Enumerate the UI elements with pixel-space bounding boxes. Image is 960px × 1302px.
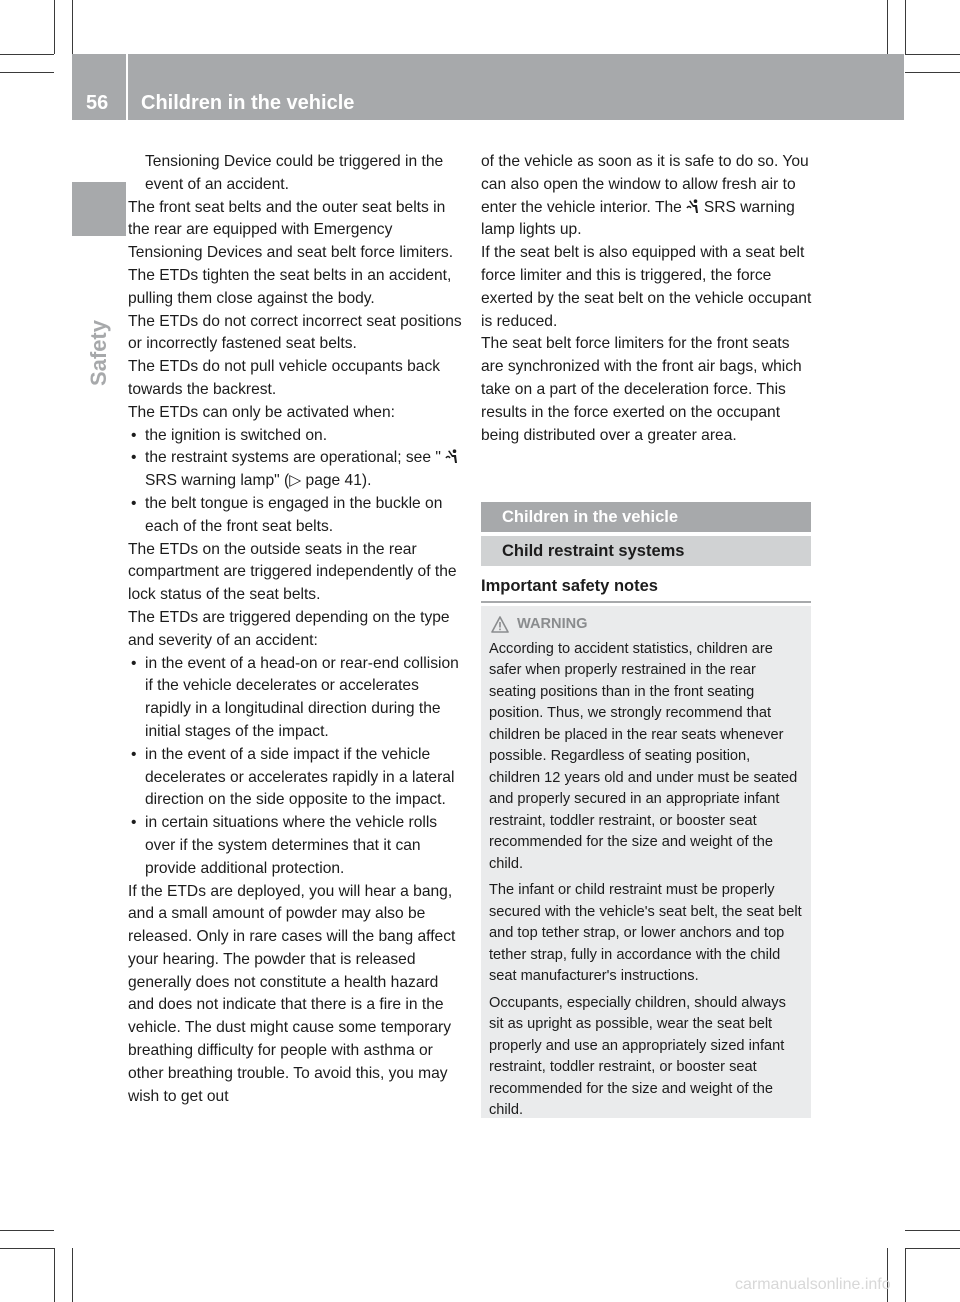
- paragraph: The ETDs can only be activated when:: [128, 403, 395, 421]
- paragraph: The ETDs do not pull vehicle occupants back towards the backrest.: [128, 358, 441, 398]
- section-heading-restraint: Child restraint systems: [481, 536, 811, 566]
- list-item-text: the restraint systems are operational; see ": [145, 449, 441, 467]
- crop-mark: [905, 54, 960, 55]
- right-column: [481, 151, 815, 447]
- list-item-text: the belt tongue is engaged in the buckle on each of the front seat belts.: [145, 494, 443, 535]
- crop-mark: [905, 1248, 906, 1302]
- airbag-warning-icon: [445, 449, 459, 464]
- warning-paragraph: According to accident statistics, children are safer when properly restrained in the rear seating positions than in the front seating position. Thus, we strongly recommend that children be placed in the rear seats whenever possible. Regardless of seating position, children 12 years old and under must be seated and properly secured in an appropriate infant restraint, toddler restraint, or booster seat recommended for the size and weight of the child.: [489, 640, 798, 872]
- bullet-mark: •: [131, 814, 137, 832]
- warning-title: WARNING: [517, 616, 588, 632]
- paragraph: The ETDs are triggered depending on the type and severity of an accident:: [128, 608, 450, 649]
- paragraph: The ETDs do not correct incorrect seat positions or incorrectly fastened seat belts.: [128, 312, 462, 353]
- bullet-mark: •: [131, 449, 137, 467]
- warning-triangle-icon: [491, 616, 509, 633]
- paragraph-text: of the vehicle as soon as it is safe to do so. You can also open the window to allow fresh air to enter the vehicle interior. The: [481, 153, 809, 216]
- list-item: [128, 744, 464, 812]
- crop-mark: [72, 1248, 73, 1302]
- paragraph: The ETDs tighten the seat belts in an accident, pulling them close against the body.: [128, 266, 452, 307]
- crop-mark: [0, 54, 54, 55]
- paragraph: Tensioning Device could be triggered in the event of an accident.: [145, 153, 444, 193]
- watermark: carmanualsonline.info: [735, 1276, 891, 1293]
- list-item: [128, 653, 464, 744]
- bullet-mark: •: [131, 745, 137, 763]
- list-item: [128, 447, 464, 493]
- crop-mark: [72, 0, 73, 54]
- page-title: Children in the vehicle: [141, 92, 355, 114]
- paragraph: The seat belt force limiters for the front seats are synchronized with the front air bags, which take on a part of the deceleration force. This results in the force exerted on the occupant being distributed over a greater area.: [481, 335, 802, 444]
- paragraph: If the ETDs are deployed, you will hear a bang, and a small amount of powder may also be released. Only in rare cases will the bang affect your hearing. The powder that is released generally does not constitute a health hazard and does not indicate that there is a fire in the vehicle. The dust might cause some temporary breathing difficulty for people with asthma or other breathing trouble. To avoid this, you may wish to get out: [128, 882, 456, 1105]
- header-divider: [126, 54, 128, 120]
- airbag-warning-icon: [686, 199, 700, 214]
- crop-mark: [887, 0, 888, 54]
- section-side-label: Safety: [86, 320, 111, 387]
- list-item: [128, 493, 464, 539]
- paragraph: If the seat belt is also equipped with a seat belt force limiter and this is triggered, the force exerted by the seat belt on the vehicle occupant is reduced.: [481, 244, 812, 330]
- crop-mark: [54, 1248, 55, 1302]
- list-item-text: in certain situations where the vehicle rolls over if the system determines that it can provide additional protection.: [145, 814, 438, 877]
- bullet-mark: •: [131, 426, 137, 444]
- crop-mark: [0, 72, 54, 73]
- crop-mark: [905, 1248, 960, 1249]
- list-item-text: SRS warning lamp" (▷ page 41).: [145, 472, 372, 490]
- warning-box: [481, 606, 811, 1118]
- crop-mark: [905, 1230, 960, 1231]
- bullet-mark: •: [131, 494, 137, 512]
- side-tab: [72, 182, 126, 236]
- paragraph: [481, 151, 815, 242]
- crop-mark: [0, 1230, 54, 1231]
- list-item: [128, 425, 464, 448]
- warning-paragraph: The infant or child restraint must be properly secured with the vehicle's seat belt, the seat belt and top tether strap, or lower anchors and top tether strap, fully in accordance with the child seat manufacturer's instructions.: [489, 882, 802, 984]
- section-heading-children: Children in the vehicle: [481, 502, 811, 532]
- list-item-text: in the event of a head-on or rear-end collision if the vehicle decelerates or accelerates rapidly in a longitudinal direction during the initial stages of the impact.: [145, 654, 459, 740]
- list-item: [128, 812, 464, 880]
- crop-mark: [0, 1248, 54, 1249]
- paragraph-text: SRS warning lamp lights up.: [481, 198, 795, 239]
- paragraph: The front seat belts and the outer seat belts in the rear are equipped with Emergency Tensioning Devices and seat belt force limiters.: [128, 198, 454, 262]
- paragraph: The ETDs on the outside seats in the rear compartment are triggered independently of the lock status of the seat belts.: [128, 540, 457, 604]
- section-heading-important: Important safety notes: [481, 575, 811, 603]
- left-column: [128, 151, 464, 1108]
- list-item-text: the ignition is switched on.: [145, 426, 328, 444]
- page-number: 56: [86, 92, 109, 114]
- crop-mark: [54, 0, 55, 54]
- warning-header: [489, 614, 803, 636]
- warning-paragraph: Occupants, especially children, should always sit as upright as possible, wear the seat belt properly and use an appropriately sized infant restraint, toddler restraint, or booster seat recommended for the size and weight of the child.: [489, 994, 786, 1118]
- crop-mark: [905, 72, 960, 73]
- crop-mark: [905, 0, 906, 54]
- list-item-text: in the event of a side impact if the vehicle decelerates or accelerates rapidly in a lateral direction on the side opposite to the impact.: [145, 745, 455, 809]
- bullet-mark: •: [131, 654, 137, 672]
